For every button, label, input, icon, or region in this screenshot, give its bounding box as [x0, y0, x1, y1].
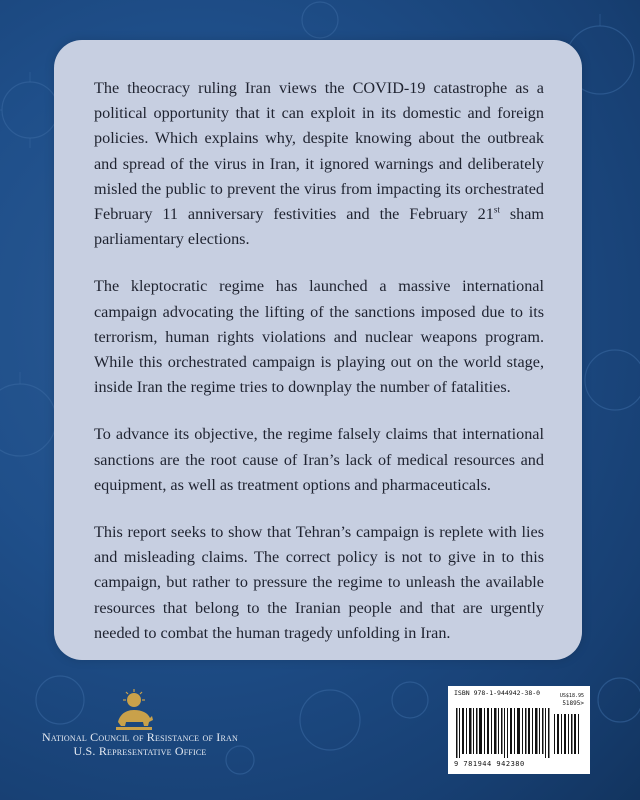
- paragraph-2: The kleptocratic regime has launched a massive international campaign advocating the lifting of the sanctions imposed due to its terrorism, human rights violations and nuclear weapons program. While this orchestrated campaign is playing out on the world stage, inside Iran the regime tries to downplay the number of fatalities.: [94, 277, 544, 397]
- barcode-bars: [454, 700, 584, 758]
- paragraph-1: The theocracy ruling Iran views the COVID-19 catastrophe as a political opportunity that it can exploit in its domestic and foreign policies. Which explains why, despite knowing about the outbreak and spread of the virus in Iran, it ignored warnings and deliberately misled the public to prevent the virus from impacting its orchestrated February 11 anniversary festivities and the February 21st sham parliamentary elections.: [94, 79, 544, 249]
- publisher-line-2: U.S. Representative Office: [73, 744, 207, 758]
- isbn-barcode: [448, 686, 590, 774]
- price-code: 51895>: [562, 700, 584, 707]
- text-panel: [54, 40, 582, 660]
- lion-and-sun-logo-icon: [112, 688, 156, 734]
- price-label: US$18.95: [559, 693, 584, 699]
- barcode-digits: 9 781944 942380: [454, 760, 525, 768]
- publisher-name: [40, 730, 240, 758]
- publisher-line-1: National Council of Resistance of Iran: [42, 730, 238, 744]
- paragraph-4: This report seeks to show that Tehran’s campaign is replete with lies and misleading claims. The correct policy is not to give in to this campaign, but rather to pressure the regime to unleash the available resources that belong to the Iranian people and that are urgently needed to combat the human tragedy unfolding in Iran.: [94, 523, 544, 642]
- isbn-text: ISBN 978-1-944942-38-0: [454, 689, 541, 697]
- paragraph-3: To advance its objective, the regime falsely claims that international sanctions are the root cause of Iran’s lack of medical resources and equipment, as well as treatment options and pharmaceuticals.: [94, 425, 544, 494]
